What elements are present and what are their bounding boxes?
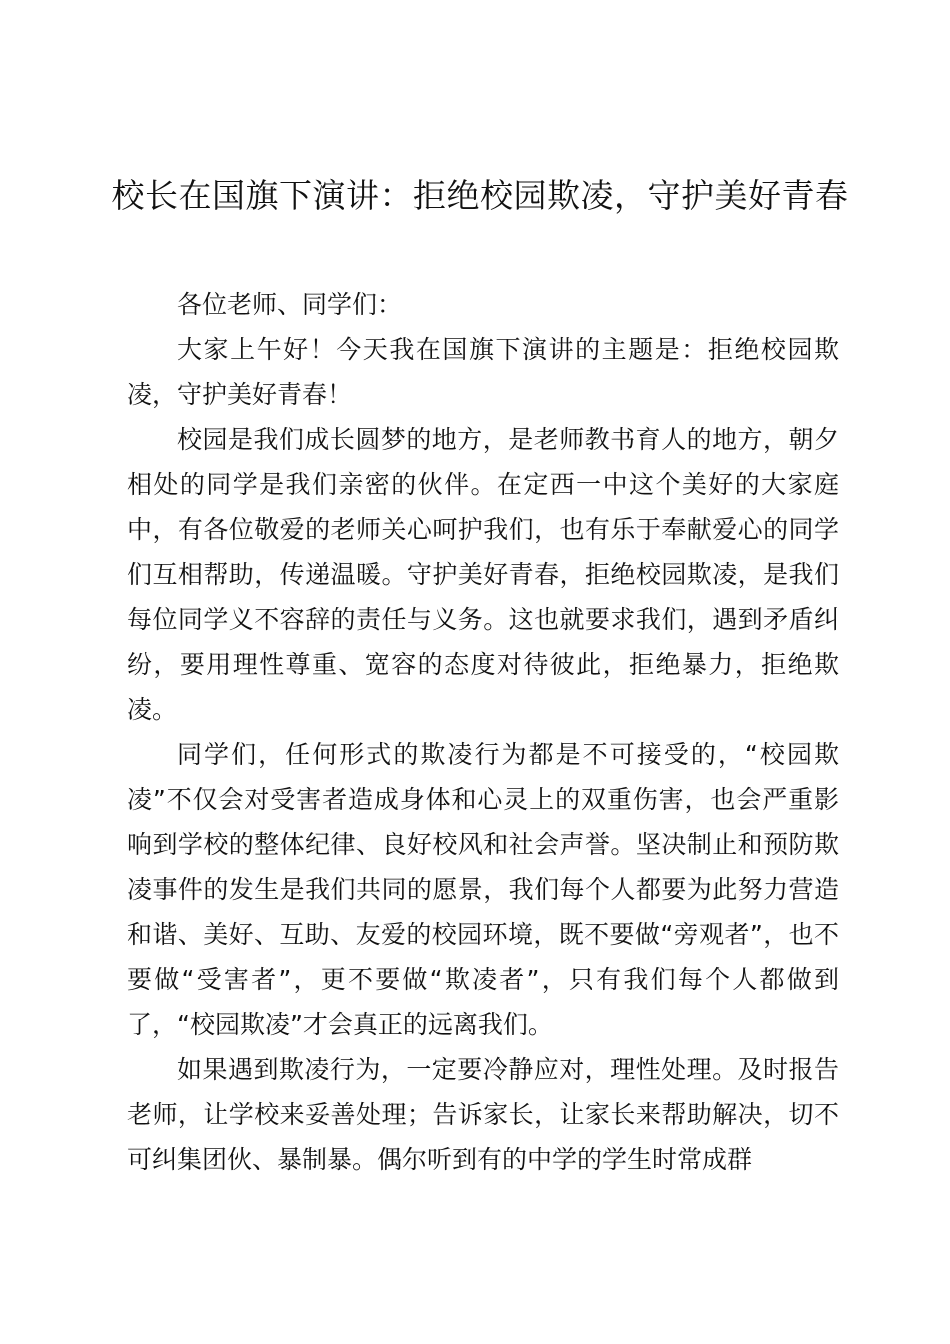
bullying-harm-paragraph: 同学们，任何形式的欺凌行为都是不可接受的，“校园欺凌”不仅会对受害者造成身体和心灵上的双重伤害，也会严重影响到学校的整体纪律、良好校风和社会声誉。坚决制止和预防欺凌事件的发生是我们共同的愿景，我们每个人都要为此努力营造和谐、美好、互助、友爱的校园环境，既不要做“旁观者”，也不要做“受害者”，更不要做“欺凌者”，只有我们每个人都做到了，“校园欺凌”才会真正的远离我们。 (127, 740, 839, 1039)
campus-paragraph: 校园是我们成长圆梦的地方，是老师教书育人的地方，朝夕相处的同学是我们亲密的伙伴。在定西一中这个美好的大家庭中，有各位敬爱的老师关心呵护我们，也有乐于奉献爱心的同学们互相帮助，传递温暖。守护美好青春，拒绝校园欺凌，是我们每位同学义不容辞的责任与义务。这也就要求我们，遇到矛盾纠纷，要用理性尊重、宽容的态度对待彼此，拒绝暴力，拒绝欺凌。 (127, 425, 839, 724)
response-paragraph: 如果遇到欺凌行为，一定要冷静应对，理性处理。及时报告老师，让学校来妥善处理；告诉家长，让家长来帮助解决，切不可纠集团伙、暴制暴。偶尔听到有的中学的学生时常成群 (127, 1055, 839, 1174)
greeting-paragraph: 大家上午好！今天我在国旗下演讲的主题是：拒绝校园欺凌，守护美好青春！ (127, 335, 839, 409)
document-body (127, 282, 839, 1182)
salutation-paragraph: 各位老师、同学们： (177, 290, 403, 319)
document-title: 校长在国旗下演讲：拒绝校园欺凌，守护美好青春 (111, 176, 849, 215)
